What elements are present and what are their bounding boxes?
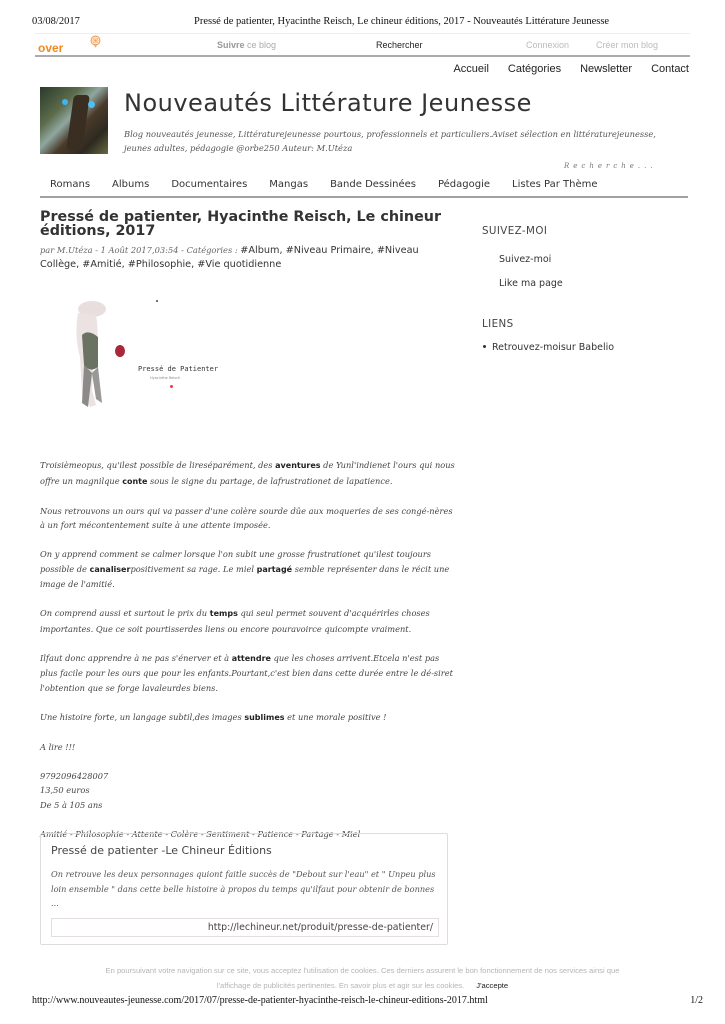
text-segment: sous le signe du partage, de lafrustrationet de lapatience.	[147, 475, 393, 486]
babelio-link[interactable]	[482, 342, 614, 353]
paragraph-1	[40, 458, 455, 489]
text-segment: que les choses arrivent.Etcela n'est pas plus facile pour les ours que pour les enfants.Pourtant,c'est bien dans cette durée entre le dé-siret l'obtention que se forge lavaleurdes biens.	[40, 652, 453, 693]
create-blog-link[interactable]: Créer mon blog	[596, 40, 659, 50]
paragraph-3	[40, 547, 455, 592]
cookie-text-line2[interactable]: l'affichage de publicités pertinentes. En savoir plus et agir sur les cookies.	[216, 980, 465, 990]
price: 13,50 euros	[40, 785, 90, 795]
widget-title-follow: SUIVEZ-MOI	[482, 225, 548, 237]
blog-description: Blog nouveautés jeunesse, Littératurejeunesse pourtous, professionnels et particuliers.Aviset sélection en littératurejeunesse, jeunes adultes, pédagogie @orbe250 Auteur: M.Utéza	[124, 129, 656, 153]
print-date: 03/08/2017	[32, 16, 80, 27]
paragraph-4	[40, 606, 455, 636]
login-link[interactable]: Connexion	[526, 40, 570, 50]
follow-me-link[interactable]: Suivez-moi	[499, 254, 552, 265]
print-page-number: 1/2	[690, 995, 703, 1006]
blog-title[interactable]: Nouveautés Littérature Jeunesse	[124, 89, 532, 117]
overblog-bubble-icon	[89, 35, 102, 48]
link-preview-title[interactable]: Pressé de patienter -Le Chineur Éditions	[51, 844, 272, 857]
bold-sublimes: sublimes	[244, 712, 285, 722]
paragraph-5	[40, 651, 455, 696]
category-bande-dessinees[interactable]: Bande Dessinées	[330, 179, 416, 190]
paragraph-7: A lire !!!	[40, 741, 76, 752]
bold-partage: partagé	[256, 564, 293, 574]
avatar-glow	[62, 99, 68, 105]
blog-search-input[interactable]: Recherche...	[564, 162, 657, 170]
cover-title: Pressé de Patienter	[138, 365, 219, 373]
age-range: De 5 à 105 ans	[40, 799, 103, 810]
link-preview-card[interactable]	[40, 833, 448, 945]
bold-conte: conte	[122, 476, 148, 486]
category-listes-par-theme[interactable]: Listes Par Thème	[512, 179, 598, 190]
cover-publisher-logo	[170, 385, 173, 388]
follow-bold: Suivre	[217, 40, 245, 50]
post-body	[40, 458, 455, 856]
print-url: http://www.nouveautes-jeunesse.com/2017/07/presse-de-patienter-hyacinthe-reisch-le-chineur-editions-2017.html	[32, 995, 488, 1006]
nav-categories[interactable]: Catégories	[507, 63, 562, 75]
isbn: 9792096428007	[40, 770, 109, 781]
nav-accueil[interactable]: Accueil	[453, 63, 489, 75]
post-title: Pressé de patienter, Hyacinthe Reisch, Le chineur éditions, 2017	[40, 209, 441, 239]
cover-author: Hyacinthe Reisch	[150, 376, 181, 380]
overblog-topbar	[35, 33, 690, 57]
print-footer	[32, 995, 703, 1009]
bold-aventures: aventures	[275, 461, 321, 470]
link-preview-description: On retrouve les deux personnages quiont faitle succès de "Debout sur l'eau" et " Unpeu plus loin ensemble " dans cette belle histoire à propos du temps qu'ilfaut pour obtenir de bonnes ...	[51, 869, 436, 908]
bullet-icon	[483, 345, 486, 348]
post-author-date: par M.Utéza - 1 Août 2017,03:54 - Catégories :	[40, 245, 241, 255]
print-title: Pressé de patienter, Hyacinthe Reisch, Le chineur éditions, 2017 - Nouveautés Littérature Jeunesse	[194, 16, 610, 27]
book-cover-image	[70, 295, 219, 415]
link-preview-url[interactable]: http://lechineur.net/produit/presse-de-patienter/	[51, 918, 439, 937]
like-page-link[interactable]: Like ma page	[499, 278, 563, 289]
text-segment: Troisièmeopus, qu'ilest possible de lireséparément, des	[40, 460, 276, 470]
widget-title-links: LIENS	[482, 318, 514, 330]
paragraph-6	[40, 710, 455, 726]
nav-contact[interactable]: Contact	[651, 63, 689, 75]
category-mangas[interactable]: Mangas	[269, 179, 309, 190]
text-segment: de Yunl'indienet l'ours qui nous offre un magnilque	[40, 460, 455, 486]
category-documentaires[interactable]: Documentaires	[171, 179, 248, 190]
cookie-banner	[0, 964, 725, 993]
category-romans[interactable]: Romans	[50, 179, 91, 190]
search-link[interactable]: Rechercher	[376, 40, 423, 50]
blog-header	[40, 87, 690, 157]
keywords: Amitié - Philosophie - Attente - Colère - Sentiment - Patience - Partage - Miel	[40, 828, 361, 839]
category-pedagogie[interactable]: Pédagogie	[437, 179, 491, 190]
bold-attendre: attendre	[231, 653, 271, 663]
text-segment: Ilfaut donc apprendre à ne pas s'énerver et à	[40, 652, 232, 663]
post-tags[interactable]: #Album, #Niveau Primaire, #Niveau Collège, #Amitié, #Philosophie, #Vie quotidienne	[40, 245, 419, 270]
bold-canaliser: canaliser	[89, 564, 131, 574]
text-segment: Une histoire forte, un langage subtil,des images	[40, 711, 245, 722]
avatar-glow	[88, 101, 95, 108]
category-albums[interactable]: Albums	[112, 179, 150, 190]
text-segment: et une morale positive !	[284, 711, 387, 722]
blog-avatar-image[interactable]	[40, 87, 108, 154]
text-segment: qui seul permet souvent d'acquérirles choses importantes. Que ce soit pourtisserdes liens ou encore pouravoirce quicompte vraiment.	[40, 608, 430, 634]
follow-rest: ce blog	[244, 40, 277, 50]
bear-illustration	[70, 295, 210, 415]
nav-newsletter[interactable]: Newsletter	[580, 63, 633, 75]
cookie-text-line1: En poursuivant votre navigation sur ce site, vous acceptez l'utilisation de cookies. Ces derniers assurent le bon fonctionnement de nos services ainsi que	[105, 966, 620, 975]
print-header	[32, 16, 703, 32]
accept-cookies-button[interactable]: J'accepte	[476, 980, 509, 990]
text-segment: On y apprend comment se calmer lorsque l'on subit une grosse frustrationet qu'ilest toujours possible de	[40, 549, 432, 574]
text-segment: positivement sa rage. Le miel	[130, 563, 257, 574]
avatar-tree-shape	[66, 95, 90, 150]
text-segment: semble représenter dans le récit une image de l'amitié.	[40, 563, 450, 589]
main-nav	[453, 63, 689, 79]
cookie-text-line2-row	[0, 979, 725, 994]
babelio-link-label: Retrouvez-moisur Babelio	[492, 342, 615, 353]
paragraph-2: Nous retrouvons un ours qui va passer d'une colère sourde dûe aux moqueries de ses congé-nères à un fort mécontentement suite à une attente imposée.	[40, 505, 453, 530]
overblog-logo[interactable]: over	[38, 41, 64, 55]
text-segment: On comprend aussi et surtout le prix du	[40, 608, 210, 618]
category-nav	[40, 177, 688, 198]
post-meta	[40, 243, 455, 272]
bold-temps: temps	[209, 609, 238, 618]
follow-blog-link[interactable]	[217, 40, 276, 50]
